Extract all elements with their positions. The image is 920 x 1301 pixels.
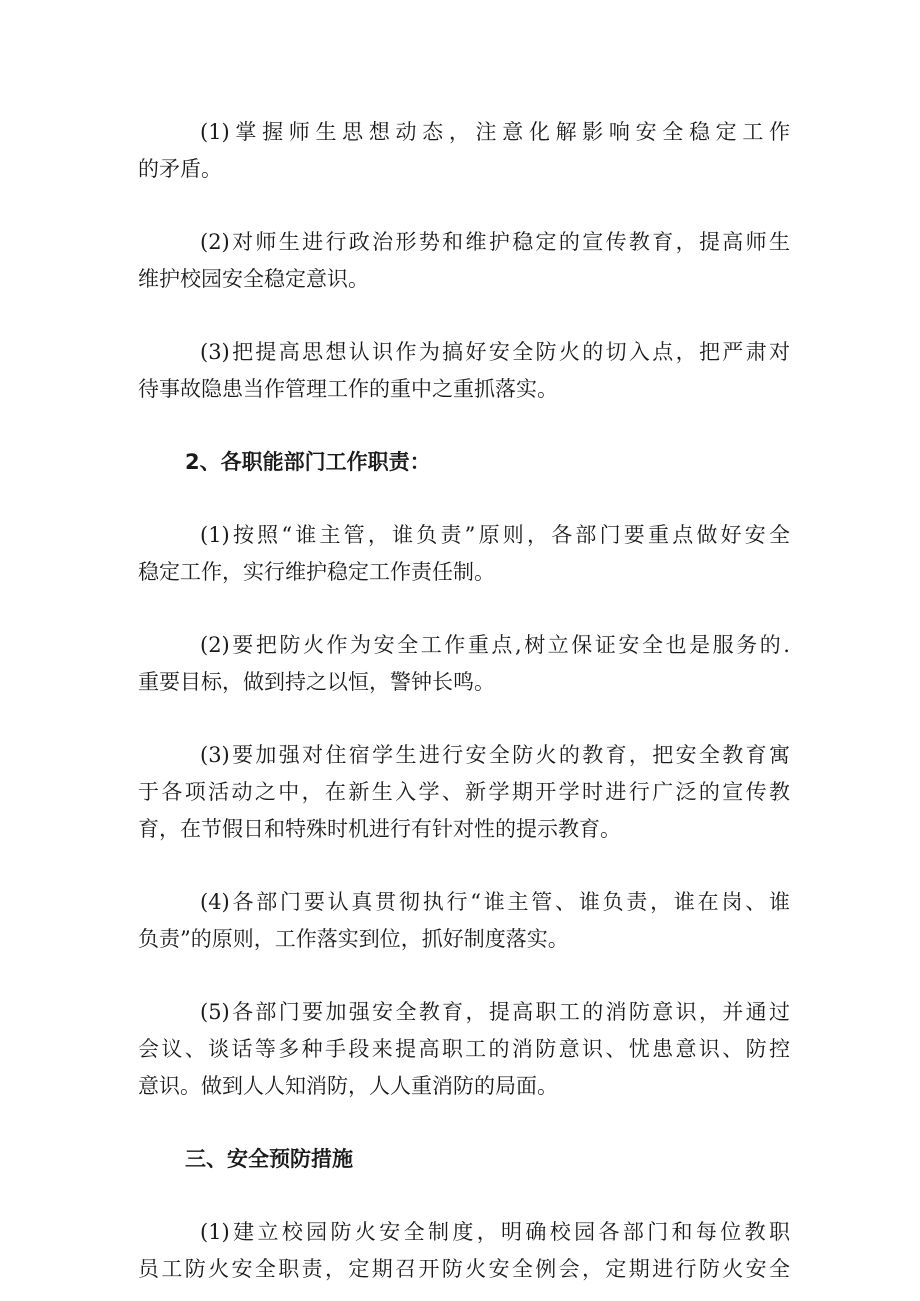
paragraph-line: 会议、谈话等多种手段来提高职工的消防意识、忧患意识、防控 (138, 1037, 790, 1061)
paragraph-line: (1)建立校园防火安全制度，明确校园各部门和每位教职 (200, 1220, 790, 1244)
paragraph (138, 114, 790, 188)
paragraph (138, 737, 790, 848)
paragraph-line: 待事故隐患当作管理工作的重中之重抓落实。 (138, 377, 558, 401)
paragraph-line: (2)要把防火作为安全工作重点,树立保证安全也是服务的. (200, 633, 790, 657)
paragraph (138, 627, 790, 701)
paragraph-line: 负责”的原则，工作落实到位，抓好制度落实。 (138, 927, 569, 951)
paragraph-line: 重要目标，做到持之以恒，警钟长鸣。 (138, 670, 495, 694)
paragraph (138, 334, 790, 408)
paragraph-line: (4)各部门要认真贯彻执行“谁主管、谁负责，谁在岗、谁 (200, 890, 790, 914)
paragraph (138, 224, 790, 298)
paragraph-line: (1)掌握师生思想动态，注意化解影响安全稳定工作 (200, 120, 790, 144)
section-heading: 三、安全预防措施 (185, 1147, 353, 1171)
paragraph-line: (3)要加强对住宿学生进行安全防火的教育，把安全教育寓 (200, 743, 790, 767)
section-heading: 2、各职能部门工作职责： (185, 450, 431, 474)
paragraph (138, 884, 790, 958)
paragraph-line: 稳定工作，实行维护稳定工作责任制。 (138, 560, 495, 584)
paragraph-line: (1)按照“谁主管，谁负责”原则，各部门要重点做好安全 (200, 523, 790, 547)
paragraph-line: 员工防火安全职责，定期召开防火安全例会，定期进行防火安全 (138, 1257, 790, 1281)
document-body (138, 114, 790, 1288)
paragraph-line: 育，在节假日和特殊时机进行有针对性的提示教育。 (138, 817, 621, 841)
paragraph (138, 517, 790, 591)
paragraph-line: 于各项活动之中，在新生入学、新学期开学时进行广泛的宣传教 (138, 780, 790, 804)
paragraph-line: 的矛盾。 (138, 157, 222, 181)
paragraph (138, 994, 790, 1105)
paragraph-line: (2)对师生进行政治形势和维护稳定的宣传教育，提高师生 (200, 230, 790, 254)
paragraph-line: (5)各部门要加强安全教育，提高职工的消防意识，并通过 (200, 1000, 790, 1024)
paragraph-line: 意识。做到人人知消防，人人重消防的局面。 (138, 1074, 558, 1098)
paragraph (138, 1214, 790, 1288)
paragraph-line: 维护校园安全稳定意识。 (138, 267, 369, 291)
paragraph-line: (3)把提高思想认识作为搞好安全防火的切入点，把严肃对 (200, 340, 790, 364)
